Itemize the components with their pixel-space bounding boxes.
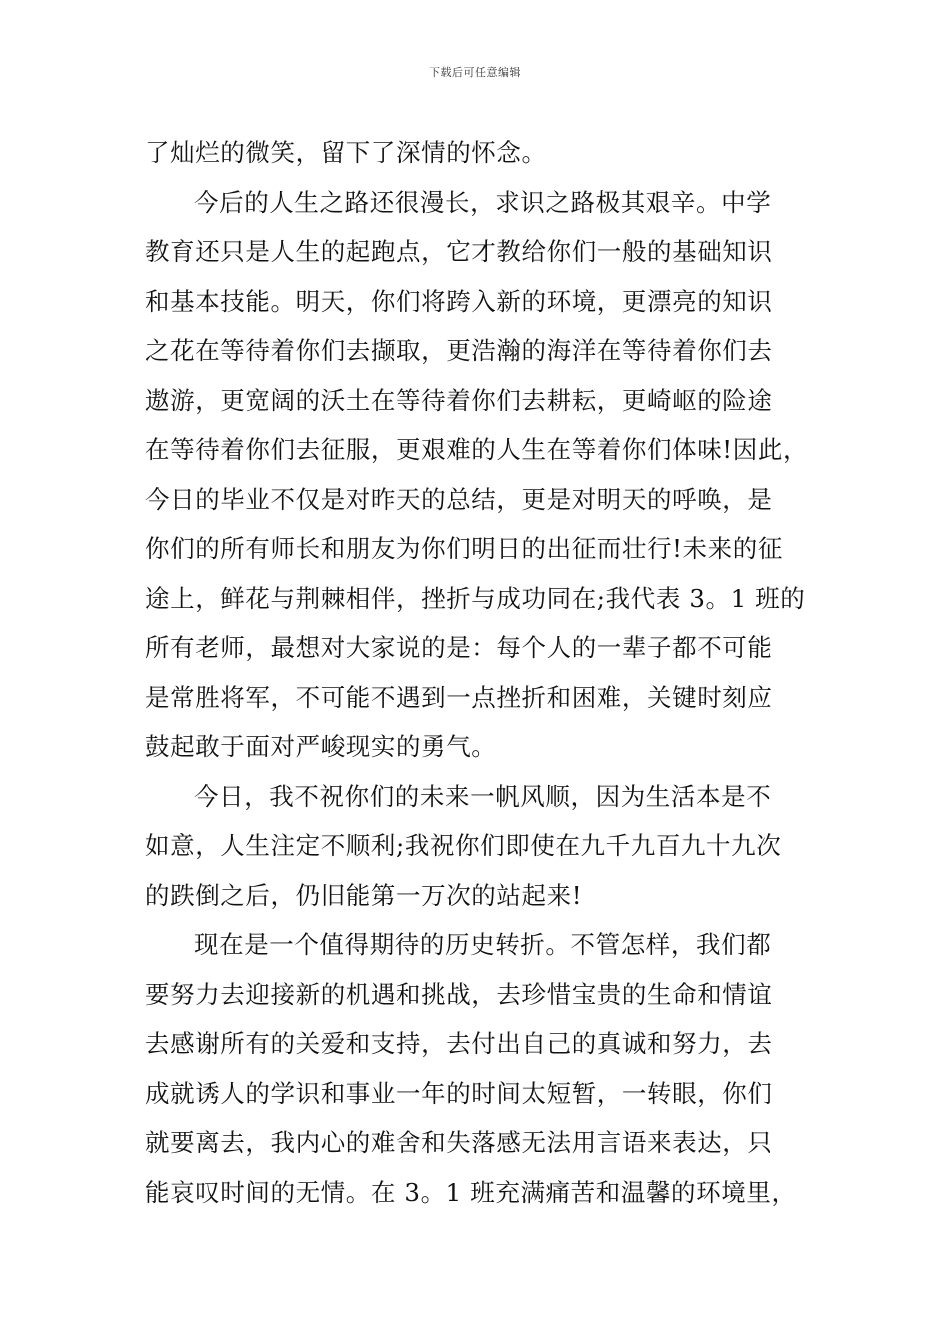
text-line: 在等待着你们去征服，更艰难的人生在等着你们体味!因此， [145,435,809,464]
text-line: 了灿烂的微笑，留下了深情的怀念。 [145,138,547,167]
text-line: 今日的毕业不仅是对昨天的总结，更是对明天的呼唤，是 [145,484,773,514]
text-line: 成就诱人的学识和事业一年的时间太短暂，一转眼，你们 [145,1078,773,1108]
text-line: 途上，鲜花与荆棘相伴，挫折与成功同在;我代表 3。1 班的 [145,583,806,613]
text-line: 所有老师，最想对大家说的是：每个人的一辈子都不可能 [145,633,773,662]
text-line: 今日，我不祝你们的未来一帆风顺，因为生活本是不 [194,781,772,811]
text-line: 之花在等待着你们去撷取，更浩瀚的海洋在等待着你们去 [145,336,773,365]
text-line: 去感谢所有的关爱和支持，去付出自己的真诚和努力，去 [145,1029,773,1058]
text-line: 如意，人生注定不顺利;我祝你们即使在九千九百九十九次 [145,831,782,860]
text-line: 今后的人生之路还很漫长，求识之路极其艰辛。中学 [194,187,772,217]
text-line: 鼓起敢于面对严峻现实的勇气。 [145,732,497,761]
document-body [145,128,815,1217]
text-line: 教育还只是人生的起跑点，它才教给你们一般的基础知识 [145,237,773,266]
paragraph [145,178,815,772]
text-line: 是常胜将军，不可能不遇到一点挫折和困难，关键时刻应 [145,682,773,712]
paragraph [145,128,815,178]
text-line: 和基本技能。明天，你们将跨入新的环境，更漂亮的知识 [145,286,773,316]
text-line: 就要离去，我内心的难舍和失落感无法用言语来表达，只 [145,1128,773,1157]
paragraph [145,772,815,921]
paragraph [145,920,815,1217]
text-line: 能哀叹时间的无情。在 3。1 班充满痛苦和温馨的环境里， [145,1177,797,1207]
text-line: 要努力去迎接新的机遇和挑战，去珍惜宝贵的生命和情谊 [145,979,773,1009]
text-line: 现在是一个值得期待的历史转折。不管怎样，我们都 [194,930,772,959]
text-line: 你们的所有师长和朋友为你们明日的出征而壮行!未来的征 [145,534,783,563]
page-header: 下载后可任意编辑 [429,66,521,79]
text-line: 的跌倒之后，仍旧能第一万次的站起来! [145,880,583,910]
text-line: 遨游，更宽阔的沃土在等待着你们去耕耘，更崎岖的险途 [145,385,773,415]
